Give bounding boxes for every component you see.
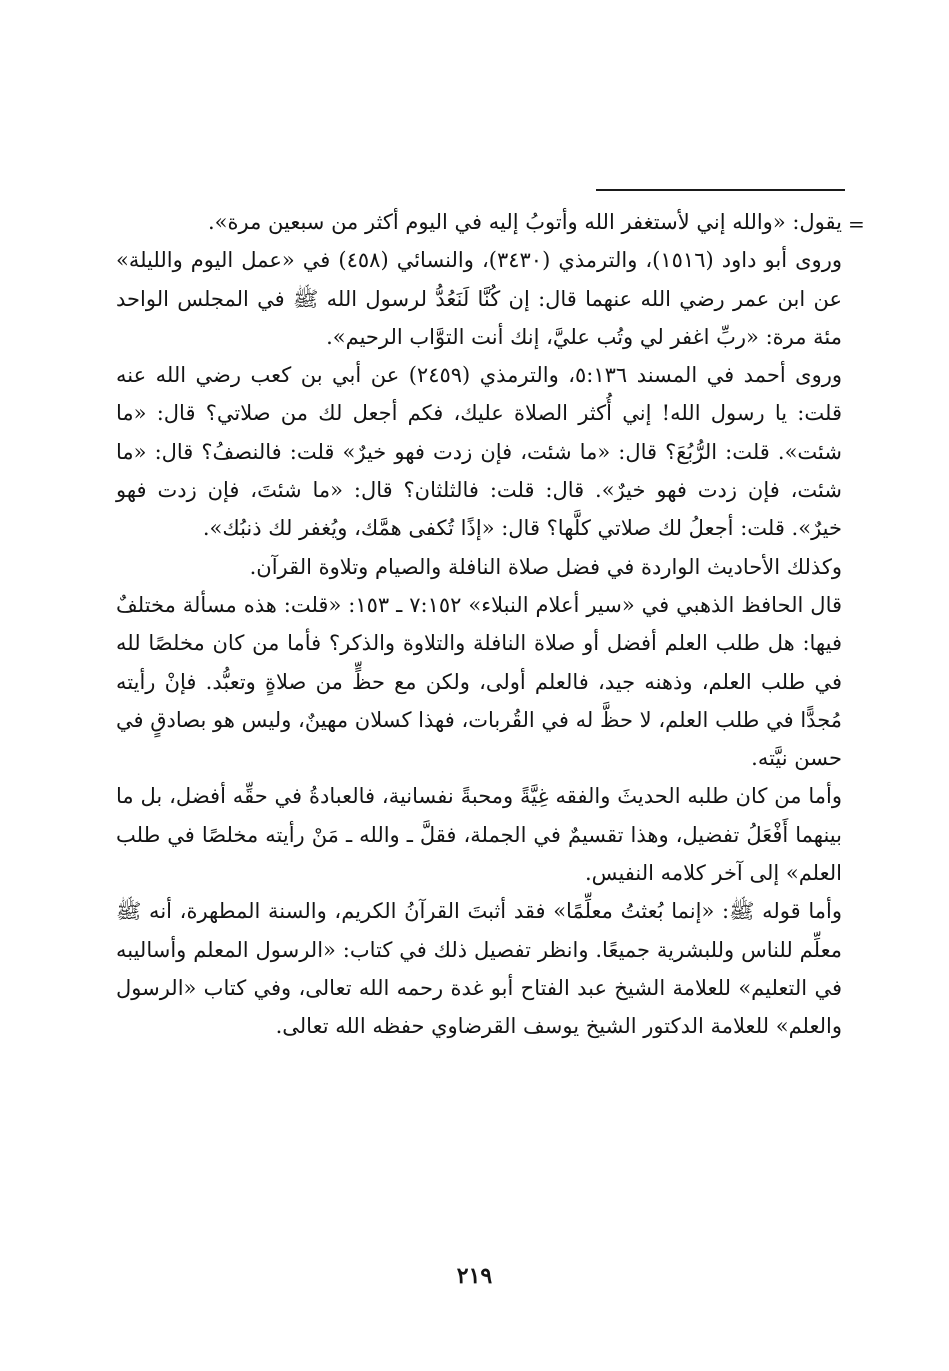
paragraph-1: يقول: «والله إني لأستغفر الله وأتوبُ إليه في اليوم أكثر من سبعين مرة». [207, 210, 842, 234]
paragraph-6: وأما من كان طلبه الحديثَ والفقه غِيَّةً ومحبةً نفسانية، فالعبادةُ في حقِّه أفضل، بل ما بينهما أَفْعَلُ تفضيل، وهذا تقسيمٌ في الجملة، فقلَّ ـ والله ـ مَنْ رأيته مخلصًا في طلب العلم» إلى آخر كلامه النفيس. [116, 784, 842, 886]
page-number: ٢١٩ [456, 1263, 493, 1289]
paragraph-3: وروى أحمد في المسند ٥:١٣٦، والترمذي (٢٤٥٩) عن أبي بن كعب رضي الله عنه قلت: يا رسول الله! إني أُكثر الصلاة عليك، فكم أجعل لك من صلاتي؟ قال: «ما شئت». قلت: الرُّبُعَ؟ قال: «ما شئت، فإن زدت فهو خيرٌ» قلت: فالنصفُ؟ قال: «ما شئت، فإن زدت فهو خيرٌ». قال: قلت: فالثلثان؟ قال: «ما شئتَ، فإن زدت فهو خيرٌ». قلت: أجعلُ لك صلاتي كلَّها؟ قال: «إذًا تُكفى همَّك، ويُغفر لك ذنبُك». [116, 363, 842, 541]
footnote-text-block [116, 203, 842, 1046]
paragraph-2: وروى أبو داود (١٥١٦)، والترمذي (٣٤٣٠)، والنسائي (٤٥٨) في «عمل اليوم والليلة» عن ابن عمر رضي الله عنهما قال: إن كُنَّا لَنَعُدُّ لرسول الله ﷺ في المجلس الواحد مئة مرة: «ربِّ اغفر لي وتُب عليَّ، إنك أنت التوَّاب الرحيم». [116, 248, 842, 349]
paragraph-5: قال الحافظ الذهبي في «سير أعلام النبلاء» ٧:١٥٢ ـ ١٥٣: «قلت: هذه مسألة مختلفٌ فيها: هل طلب العلم أفضل أو صلاة النافلة والتلاوة والذكر؟ فأما من كان مخلصًا لله في طلب العلم، وذهنه جيد، فالعلم أولى، ولكن مع حظٍّ من صلاةٍ وتعبُّد. فإنْ رأيته مُجدًّا في طلب العلم، لا حظَّ له في القُربات، فهذا كسلان مهينٌ، وليس هو بصادقٍ في حسن نيَّته. [116, 592, 843, 771]
continuation-mark: = [848, 212, 865, 236]
paragraph-7: وأما قوله ﷺ: «إنما بُعثتُ معلِّمًا» فقد أثبتَ القرآنُ الكريم، والسنة المطهرة، أنه ﷺ معلِّم للناس وللبشرية جميعًا. وانظر تفصيل ذلك في كتاب: «الرسول المعلم وأساليبه في التعليم» للعلامة الشيخ عبد الفتاح أبو غدة رحمه الله تعالى، وفي كتاب «الرسول والعلم» للعلامة الدكتور الشيخ يوسف القرضاوي حفظه الله تعالى. [116, 899, 842, 1039]
paragraph-4: وكذلك الأحاديث الواردة في فضل صلاة النافلة والصيام وتلاوة القرآن. [249, 554, 842, 579]
footnote-separator-rule [596, 189, 845, 191]
